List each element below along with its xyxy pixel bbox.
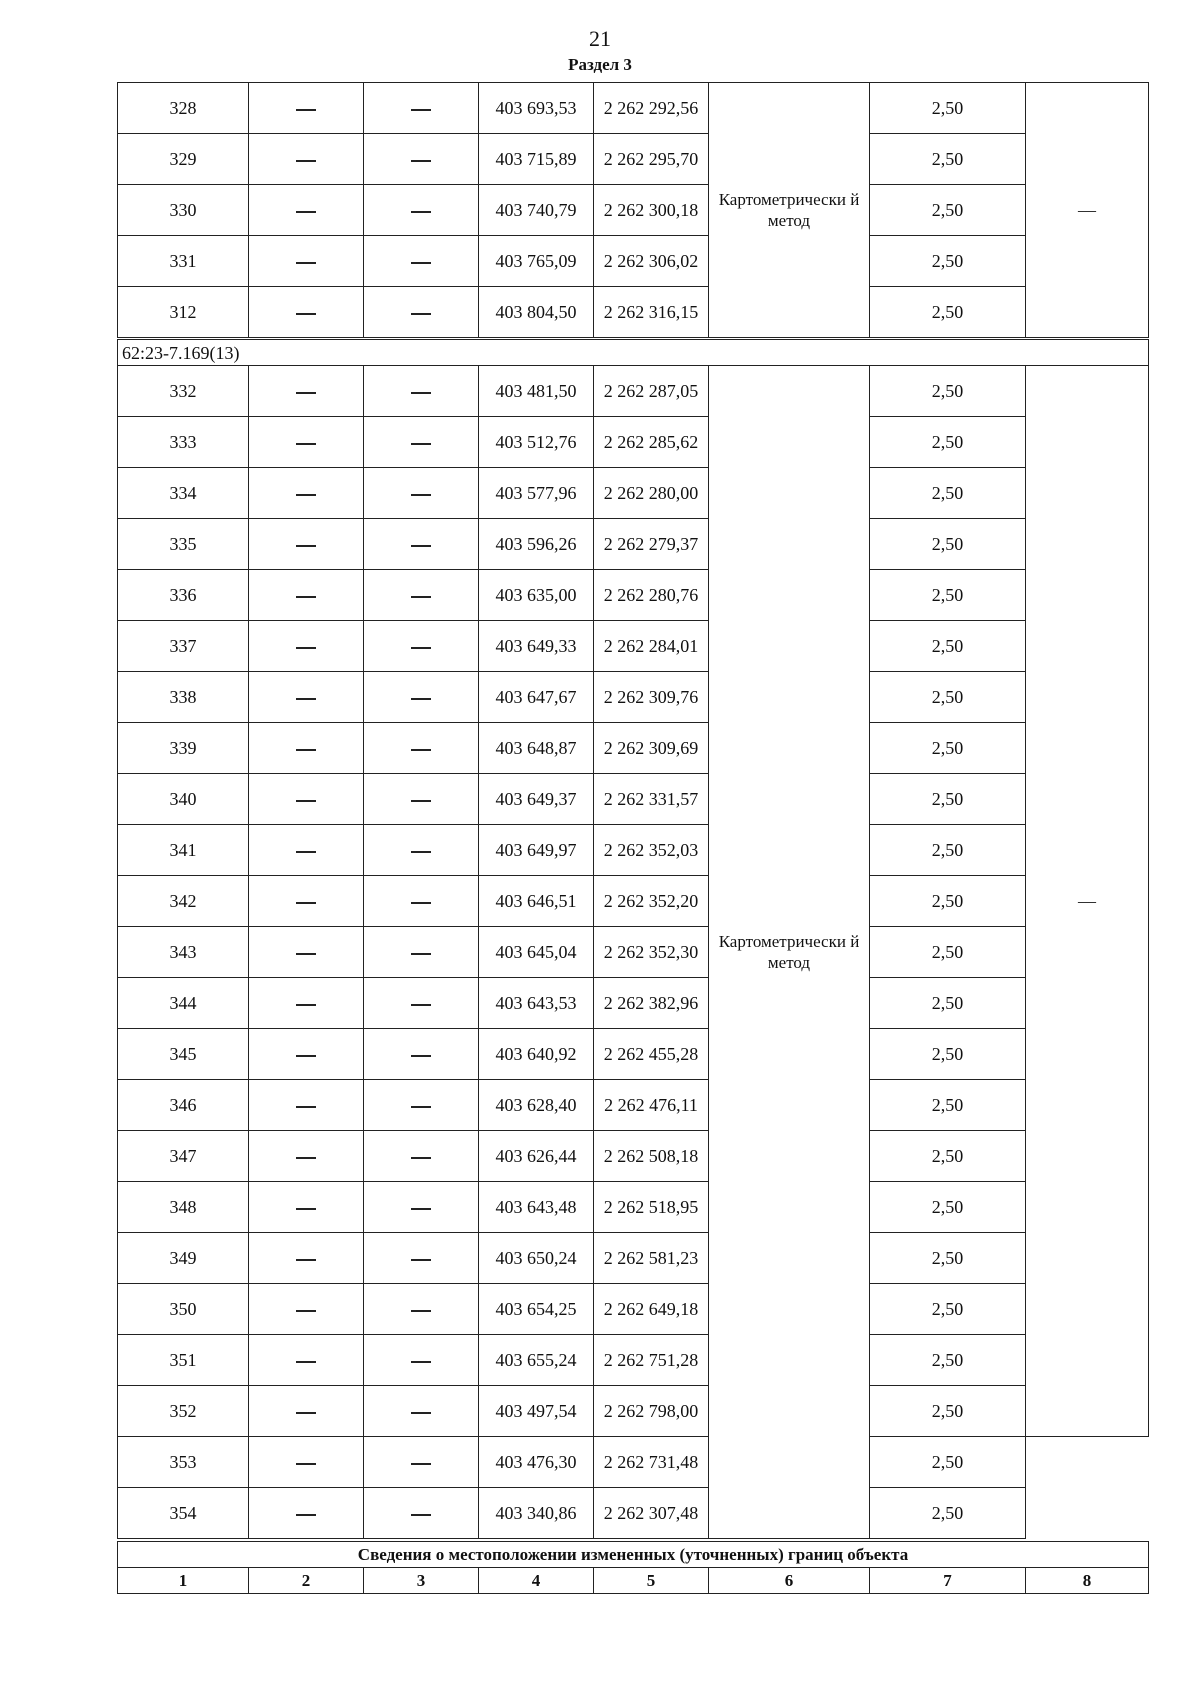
accuracy-value: 2,50 [870, 1386, 1026, 1437]
accuracy-value: 2,50 [870, 185, 1026, 236]
dash-mark [411, 262, 431, 264]
column-number-4: 4 [479, 1568, 594, 1594]
col3-empty [364, 927, 479, 978]
y-coordinate: 2 262 352,30 [594, 927, 709, 978]
column-number-2: 2 [249, 1568, 364, 1594]
dash-mark [411, 1004, 431, 1006]
accuracy-value: 2,50 [870, 1284, 1026, 1335]
table-row [118, 1335, 1149, 1386]
dash-mark [296, 1208, 316, 1210]
point-number: 349 [118, 1233, 249, 1284]
col3-empty [364, 1335, 479, 1386]
point-number: 331 [118, 236, 249, 287]
dash-mark [296, 262, 316, 264]
x-coordinate: 403 649,33 [479, 621, 594, 672]
col3-empty [364, 1386, 479, 1437]
dash-mark [411, 647, 431, 649]
accuracy-value: 2,50 [870, 468, 1026, 519]
table-row [118, 1437, 1149, 1488]
point-number: 335 [118, 519, 249, 570]
accuracy-value: 2,50 [870, 876, 1026, 927]
x-coordinate: 403 645,04 [479, 927, 594, 978]
dash-mark [296, 1055, 316, 1057]
y-coordinate: 2 262 581,23 [594, 1233, 709, 1284]
point-number: 334 [118, 468, 249, 519]
table-row [118, 1029, 1149, 1080]
x-coordinate: 403 649,37 [479, 774, 594, 825]
dash-mark [411, 902, 431, 904]
y-coordinate: 2 262 352,03 [594, 825, 709, 876]
accuracy-value: 2,50 [870, 825, 1026, 876]
table-row [118, 1131, 1149, 1182]
x-coordinate: 403 635,00 [479, 570, 594, 621]
y-coordinate: 2 262 316,15 [594, 287, 709, 338]
y-coordinate: 2 262 508,18 [594, 1131, 709, 1182]
col3-empty [364, 1437, 479, 1488]
table-row [118, 287, 1149, 338]
accuracy-value: 2,50 [870, 672, 1026, 723]
method-cell: Картометрически й метод [709, 366, 870, 1539]
table-row [118, 468, 1149, 519]
col2-empty [249, 1284, 364, 1335]
col2-empty [249, 366, 364, 417]
dash-mark [296, 392, 316, 394]
table-row [118, 774, 1149, 825]
col3-empty [364, 1233, 479, 1284]
col2-empty [249, 774, 364, 825]
y-coordinate: 2 262 280,00 [594, 468, 709, 519]
point-number: 351 [118, 1335, 249, 1386]
table-row [118, 236, 1149, 287]
col2-empty [249, 1029, 364, 1080]
accuracy-value: 2,50 [870, 1029, 1026, 1080]
dash-mark [296, 902, 316, 904]
coordinates-table-top [117, 82, 1149, 338]
col2-empty [249, 1182, 364, 1233]
y-coordinate: 2 262 751,28 [594, 1335, 709, 1386]
table-row [118, 366, 1149, 417]
dash-mark [411, 494, 431, 496]
x-coordinate: 403 640,92 [479, 1029, 594, 1080]
dash-mark [411, 596, 431, 598]
point-number: 347 [118, 1131, 249, 1182]
accuracy-value: 2,50 [870, 621, 1026, 672]
y-coordinate: 2 262 309,69 [594, 723, 709, 774]
accuracy-value: 2,50 [870, 1080, 1026, 1131]
coordinates-table-main [117, 339, 1149, 1539]
col2-empty [249, 1335, 364, 1386]
table-row [118, 1488, 1149, 1539]
accuracy-value: 2,50 [870, 134, 1026, 185]
col3-empty [364, 978, 479, 1029]
accuracy-value: 2,50 [870, 1488, 1026, 1539]
table-row [118, 519, 1149, 570]
point-number: 348 [118, 1182, 249, 1233]
dash-mark [296, 443, 316, 445]
col3-empty [364, 468, 479, 519]
accuracy-value: 2,50 [870, 927, 1026, 978]
accuracy-value: 2,50 [870, 978, 1026, 1029]
dash-mark [296, 1106, 316, 1108]
col2-empty [249, 723, 364, 774]
footer-table [117, 1541, 1149, 1594]
table-row [118, 1386, 1149, 1437]
dash-mark [411, 1106, 431, 1108]
col2-empty [249, 978, 364, 1029]
y-coordinate: 2 262 306,02 [594, 236, 709, 287]
dash-mark [296, 211, 316, 213]
dash-mark [411, 1514, 431, 1516]
dash-mark [411, 1412, 431, 1414]
dash-mark [411, 211, 431, 213]
dash-mark [411, 698, 431, 700]
dash-mark [411, 1208, 431, 1210]
col3-empty [364, 570, 479, 621]
col3-empty [364, 1284, 479, 1335]
col3-empty [364, 1182, 479, 1233]
table-row [118, 978, 1149, 1029]
dash-mark [411, 1157, 431, 1159]
col3-empty [364, 287, 479, 338]
accuracy-value: 2,50 [870, 417, 1026, 468]
col3-empty [364, 672, 479, 723]
x-coordinate: 403 765,09 [479, 236, 594, 287]
column-number-3: 3 [364, 1568, 479, 1594]
dash-mark [411, 1463, 431, 1465]
col2-empty [249, 134, 364, 185]
col2-empty [249, 1131, 364, 1182]
dash-mark [411, 953, 431, 955]
col2-empty [249, 236, 364, 287]
col3-empty [364, 134, 479, 185]
col2-empty [249, 1233, 364, 1284]
x-coordinate: 403 628,40 [479, 1080, 594, 1131]
point-number: 346 [118, 1080, 249, 1131]
point-number: 337 [118, 621, 249, 672]
y-coordinate: 2 262 331,57 [594, 774, 709, 825]
x-coordinate: 403 476,30 [479, 1437, 594, 1488]
x-coordinate: 403 481,50 [479, 366, 594, 417]
col2-empty [249, 83, 364, 134]
section-title: Раздел 3 [568, 55, 632, 74]
col3-empty [364, 621, 479, 672]
point-number: 328 [118, 83, 249, 134]
x-coordinate: 403 577,96 [479, 468, 594, 519]
x-coordinate: 403 650,24 [479, 1233, 594, 1284]
dash-mark [411, 749, 431, 751]
point-number: 342 [118, 876, 249, 927]
y-coordinate: 2 262 279,37 [594, 519, 709, 570]
col2-empty [249, 1488, 364, 1539]
dash-mark [411, 851, 431, 853]
table-row [118, 1182, 1149, 1233]
x-coordinate: 403 648,87 [479, 723, 594, 774]
col2-empty [249, 1437, 364, 1488]
col2-empty [249, 672, 364, 723]
table-row [118, 876, 1149, 927]
accuracy-value: 2,50 [870, 570, 1026, 621]
dash-mark [296, 749, 316, 751]
dash-mark [296, 698, 316, 700]
point-number: 332 [118, 366, 249, 417]
point-number: 340 [118, 774, 249, 825]
accuracy-value: 2,50 [870, 1131, 1026, 1182]
col3-empty [364, 1080, 479, 1131]
x-coordinate: 403 340,86 [479, 1488, 594, 1539]
accuracy-value: 2,50 [870, 83, 1026, 134]
dash-mark [411, 160, 431, 162]
point-number: 343 [118, 927, 249, 978]
column-number-7: 7 [870, 1568, 1026, 1594]
dash-mark [296, 109, 316, 111]
dash-mark [411, 545, 431, 547]
column-number-1: 1 [118, 1568, 249, 1594]
col2-empty [249, 1386, 364, 1437]
column-number-5: 5 [594, 1568, 709, 1594]
accuracy-value: 2,50 [870, 519, 1026, 570]
y-coordinate: 2 262 307,48 [594, 1488, 709, 1539]
table-row [118, 417, 1149, 468]
table-row [118, 621, 1149, 672]
y-coordinate: 2 262 476,11 [594, 1080, 709, 1131]
dash-mark [411, 443, 431, 445]
col3-empty [364, 825, 479, 876]
col8-blank [1026, 1437, 1149, 1539]
x-coordinate: 403 643,48 [479, 1182, 594, 1233]
method-cell: Картометрически й метод [709, 83, 870, 338]
col3-empty [364, 83, 479, 134]
dash-mark [411, 109, 431, 111]
x-coordinate: 403 649,97 [479, 825, 594, 876]
page-number: 21 [589, 26, 611, 51]
accuracy-value: 2,50 [870, 1437, 1026, 1488]
y-coordinate: 2 262 309,76 [594, 672, 709, 723]
col2-empty [249, 927, 364, 978]
y-coordinate: 2 262 798,00 [594, 1386, 709, 1437]
table-row [118, 825, 1149, 876]
col3-empty [364, 417, 479, 468]
x-coordinate: 403 655,24 [479, 1335, 594, 1386]
y-coordinate: 2 262 649,18 [594, 1284, 709, 1335]
dash-mark [296, 1259, 316, 1261]
x-coordinate: 403 497,54 [479, 1386, 594, 1437]
dash-mark [296, 1004, 316, 1006]
dash-mark [296, 800, 316, 802]
dash-mark [296, 596, 316, 598]
table-row [118, 570, 1149, 621]
point-number: 333 [118, 417, 249, 468]
col8-cell: — [1026, 366, 1149, 1437]
accuracy-value: 2,50 [870, 1233, 1026, 1284]
y-coordinate: 2 262 280,76 [594, 570, 709, 621]
col3-empty [364, 366, 479, 417]
col2-empty [249, 621, 364, 672]
x-coordinate: 403 715,89 [479, 134, 594, 185]
accuracy-value: 2,50 [870, 287, 1026, 338]
col3-empty [364, 876, 479, 927]
dash-mark [296, 1412, 316, 1414]
accuracy-value: 2,50 [870, 723, 1026, 774]
dash-mark [411, 1055, 431, 1057]
point-number: 353 [118, 1437, 249, 1488]
dash-mark [296, 545, 316, 547]
x-coordinate: 403 693,53 [479, 83, 594, 134]
y-coordinate: 2 262 731,48 [594, 1437, 709, 1488]
point-number: 352 [118, 1386, 249, 1437]
dash-mark [296, 160, 316, 162]
dash-mark [296, 953, 316, 955]
point-number: 330 [118, 185, 249, 236]
table-row [118, 1284, 1149, 1335]
point-number: 344 [118, 978, 249, 1029]
col3-empty [364, 1029, 479, 1080]
x-coordinate: 403 804,50 [479, 287, 594, 338]
y-coordinate: 2 262 352,20 [594, 876, 709, 927]
dash-mark [296, 1361, 316, 1363]
dash-mark [411, 392, 431, 394]
col3-empty [364, 1488, 479, 1539]
accuracy-value: 2,50 [870, 774, 1026, 825]
col3-empty [364, 723, 479, 774]
y-coordinate: 2 262 292,56 [594, 83, 709, 134]
col3-empty [364, 519, 479, 570]
point-number: 350 [118, 1284, 249, 1335]
dash-mark [296, 1514, 316, 1516]
col2-empty [249, 468, 364, 519]
dash-mark [296, 647, 316, 649]
col8-cell: — [1026, 83, 1149, 338]
col2-empty [249, 287, 364, 338]
y-coordinate: 2 262 300,18 [594, 185, 709, 236]
table-row [118, 672, 1149, 723]
footer-caption: Сведения о местоположении измененных (уточненных) границ объекта [118, 1542, 1149, 1568]
table-row [118, 83, 1149, 134]
point-number: 354 [118, 1488, 249, 1539]
col2-empty [249, 570, 364, 621]
dash-mark [296, 851, 316, 853]
x-coordinate: 403 654,25 [479, 1284, 594, 1335]
point-number: 312 [118, 287, 249, 338]
column-number-8: 8 [1026, 1568, 1149, 1594]
parcel-label: 62:23-7.169(13) [118, 340, 1149, 366]
table-row [118, 1080, 1149, 1131]
x-coordinate: 403 643,53 [479, 978, 594, 1029]
col3-empty [364, 1131, 479, 1182]
x-coordinate: 403 512,76 [479, 417, 594, 468]
y-coordinate: 2 262 287,05 [594, 366, 709, 417]
col2-empty [249, 417, 364, 468]
point-number: 341 [118, 825, 249, 876]
accuracy-value: 2,50 [870, 236, 1026, 287]
col2-empty [249, 1080, 364, 1131]
col3-empty [364, 236, 479, 287]
x-coordinate: 403 646,51 [479, 876, 594, 927]
accuracy-value: 2,50 [870, 366, 1026, 417]
point-number: 336 [118, 570, 249, 621]
y-coordinate: 2 262 518,95 [594, 1182, 709, 1233]
dash-mark [296, 313, 316, 315]
col3-empty [364, 774, 479, 825]
x-coordinate: 403 647,67 [479, 672, 594, 723]
y-coordinate: 2 262 284,01 [594, 621, 709, 672]
dash-mark [411, 313, 431, 315]
point-number: 339 [118, 723, 249, 774]
dash-mark [411, 1310, 431, 1312]
x-coordinate: 403 626,44 [479, 1131, 594, 1182]
dash-mark [296, 494, 316, 496]
table-row [118, 927, 1149, 978]
y-coordinate: 2 262 455,28 [594, 1029, 709, 1080]
dash-mark [296, 1463, 316, 1465]
point-number: 329 [118, 134, 249, 185]
dash-mark [296, 1310, 316, 1312]
col2-empty [249, 185, 364, 236]
dash-mark [411, 1259, 431, 1261]
table-row [118, 1233, 1149, 1284]
y-coordinate: 2 262 285,62 [594, 417, 709, 468]
x-coordinate: 403 740,79 [479, 185, 594, 236]
table-row [118, 185, 1149, 236]
point-number: 345 [118, 1029, 249, 1080]
y-coordinate: 2 262 382,96 [594, 978, 709, 1029]
col2-empty [249, 876, 364, 927]
table-row [118, 723, 1149, 774]
accuracy-value: 2,50 [870, 1182, 1026, 1233]
column-number-6: 6 [709, 1568, 870, 1594]
dash-mark [411, 800, 431, 802]
table-row [118, 134, 1149, 185]
y-coordinate: 2 262 295,70 [594, 134, 709, 185]
col2-empty [249, 519, 364, 570]
col2-empty [249, 825, 364, 876]
point-number: 338 [118, 672, 249, 723]
dash-mark [296, 1157, 316, 1159]
dash-mark [411, 1361, 431, 1363]
x-coordinate: 403 596,26 [479, 519, 594, 570]
col3-empty [364, 185, 479, 236]
accuracy-value: 2,50 [870, 1335, 1026, 1386]
